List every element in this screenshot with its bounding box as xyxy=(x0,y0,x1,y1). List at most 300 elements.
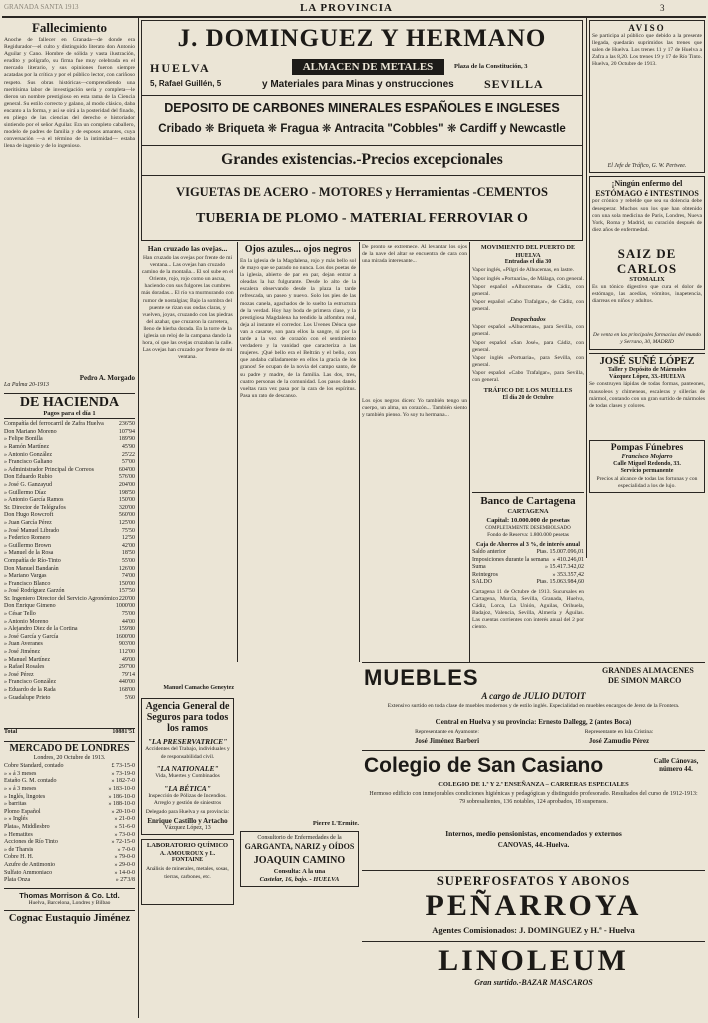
column-6 xyxy=(589,20,705,493)
hacienda-row xyxy=(4,626,135,634)
hacienda-row-label: » Felipe Bonilla xyxy=(4,436,43,443)
hacienda-row-label: Compañía de Río-Tinto xyxy=(4,557,61,564)
entrada-item: Vapor español «Cabo Trafalgar», de Cádiz, con general. xyxy=(472,298,584,312)
londres-row-label: » de Tharsis xyxy=(4,846,34,853)
balance-row-label: Suma xyxy=(472,564,486,571)
colegio-text: Hermoso edificio con inmejorables condiciones higiénicas y pedagógicas y distinguido profesorado. Resultados del curso de 1912-1913: 79 sobresalientes, 136 notables, 124 aprobados, 18 suspensos. xyxy=(369,791,698,805)
city-huelva: HUELVA xyxy=(150,61,211,75)
despachado-item: Vapor español «San José», para Cádiz, con general. xyxy=(472,339,584,353)
aviso-title: AVISO xyxy=(628,23,666,33)
surtido-line: Gran surtido.-BAZAR MASCAROS xyxy=(474,978,593,987)
jose-sune-ad xyxy=(589,353,705,438)
saiz-subtitle: STOMALIX xyxy=(629,276,665,284)
hacienda-row xyxy=(4,467,135,475)
delegado-label: Delegado para Huelva y su provincia: xyxy=(145,809,230,816)
poem-signature: Manuel Camacho Geneytez xyxy=(163,685,234,691)
aviso-box xyxy=(589,20,705,173)
londres-row xyxy=(4,771,135,779)
puerto-subtitle: Entradas el dia 30 xyxy=(504,259,552,265)
dominguez-ad xyxy=(141,20,583,241)
balance-row-value: Ptas. 15.063.984,60 xyxy=(536,579,584,586)
hacienda-row-label: Sr. Director de Telégrafos xyxy=(4,504,66,511)
hacienda-row-value: 55'00 xyxy=(121,557,135,564)
pompas-name: Francisco Mojarro xyxy=(621,453,673,461)
hacienda-row-label: » Mariano Vargas xyxy=(4,573,47,580)
balance-row-label: SALDO xyxy=(472,579,493,586)
hacienda-row-label: » Federico Romero xyxy=(4,535,51,542)
hacienda-row xyxy=(4,566,135,574)
balance-row-label: Reintegros xyxy=(472,571,498,578)
entrada-item: Vapor inglés, «Pilgri de Alhucemas, en lastre. xyxy=(472,267,575,274)
hacienda-row-value: 126'00 xyxy=(118,565,135,572)
hacienda-row-label: » Manuel Martínez xyxy=(4,656,50,663)
londres-row xyxy=(4,870,135,878)
hacienda-row-value: 112'00 xyxy=(119,649,135,656)
estomago-title: ¡Ningún enfermo del ESTÓMAGO é INTESTINOS xyxy=(595,179,699,198)
bottom-ads xyxy=(362,870,705,1021)
column-divider xyxy=(138,18,139,1018)
hacienda-row-value: 576'00 xyxy=(118,474,135,481)
hacienda-row xyxy=(4,603,135,611)
hacienda-row-label: » Guadalupe Prieto xyxy=(4,694,51,701)
balance-row xyxy=(472,564,584,572)
jose-address: Vázquez López, 33.-HUELVA xyxy=(608,374,685,381)
hacienda-row-label: » Juan García Pérez xyxy=(4,519,52,526)
lab-text: Análisis de minerales, metales, sosas, tierras, carbones, etc. xyxy=(146,866,229,880)
hacienda-row xyxy=(4,649,135,657)
londres-row-label: Plomo Español xyxy=(4,808,41,815)
agencia-ad xyxy=(141,698,234,835)
hacienda-row-value: 903'00 xyxy=(118,641,135,648)
hacienda-total xyxy=(4,728,135,737)
linoleum: LINOLEUM xyxy=(438,944,629,977)
fallecimiento-date: La Palma 20-1913 xyxy=(4,382,49,389)
hacienda-row-value: 159'80 xyxy=(118,626,135,633)
londres-row-label: Sulfato Ammoniaco xyxy=(4,869,53,876)
banco-capital-sub: COMPLETAMENTE DESEMBOLSADO xyxy=(485,525,571,531)
column-divider xyxy=(237,242,238,662)
londres-row-value: £ 73-15-0 xyxy=(111,763,135,770)
hacienda-list xyxy=(4,421,135,727)
morrison-cities: Huelva, Barcelona, Londres y Bilbao xyxy=(28,899,111,906)
hacienda-row-label: » Administrador Principal de Correos xyxy=(4,466,94,473)
hacienda-row-value: 74'00 xyxy=(121,573,135,580)
column-divider xyxy=(586,18,587,558)
jose-title: JOSÉ SUÑÉ LÓPEZ xyxy=(599,355,695,367)
rep-left-label: Representante en Ayamonte: xyxy=(415,729,479,735)
hacienda-row-value: 189'90 xyxy=(118,436,135,443)
hacienda-row xyxy=(4,558,135,566)
hacienda-row xyxy=(4,596,135,604)
header-stamp: GRANADA SANTA 1913 xyxy=(4,3,79,11)
pompas-address: Calle Miguel Redondo, 33. xyxy=(613,460,681,467)
morrison-name: Thomas Morrison & Co. Ltd. xyxy=(19,890,120,900)
hacienda-row xyxy=(4,695,135,703)
agente-address: Vázquez López, 13 xyxy=(164,824,211,831)
muebles-cargo: A cargo de JULIO DUTOIT xyxy=(481,691,586,701)
muebles-grandes: GRANDES ALMACENES xyxy=(602,666,694,675)
hacienda-row xyxy=(4,543,135,551)
hacienda-row-value: 107'94 xyxy=(118,428,135,435)
londres-row-value: » 182-7-0 xyxy=(111,778,135,785)
hacienda-row xyxy=(4,497,135,505)
hacienda-row-label: » José G. Ganzayud xyxy=(4,481,52,488)
column-divider xyxy=(359,242,360,662)
penarroya: PEÑARROYA xyxy=(425,889,642,922)
londres-row-value: » 72-15-0 xyxy=(111,839,135,846)
tuberia-line: TUBERIA DE PLOMO - MATERIAL FERROVIAR O xyxy=(196,211,528,226)
muebles-simon: DE SIMON MARCO xyxy=(608,676,682,685)
agentes-line: Agentes Comisionados: J. DOMINGUEZ y H.ª - Huelva xyxy=(432,925,635,935)
londres-row-value: » 73-0-0 xyxy=(114,831,135,838)
hacienda-row-value: 12'50 xyxy=(121,535,135,542)
column-4 xyxy=(362,244,467,648)
londres-row xyxy=(4,809,135,817)
pierre-signature: Pierre L'Ermite. xyxy=(312,820,359,827)
londres-row-value: » 79-0-0 xyxy=(114,854,135,861)
consultorio-main: GARGANTA, NARIZ y OÍDOS xyxy=(244,842,355,852)
nationale-name: "LA NATIONALE" xyxy=(156,764,219,774)
colegio-ad xyxy=(362,750,705,869)
morrison-ad xyxy=(4,888,135,907)
almacen-banner: ALMACEN DE METALES xyxy=(292,59,444,75)
existencias-line: Grandes existencias.-Precios excepcionales xyxy=(221,151,503,168)
poem-title: Han cruzado las ovejas... xyxy=(147,244,228,253)
hacienda-row xyxy=(4,672,135,680)
londres-row xyxy=(4,801,135,809)
consultorio-title: Consultorio de Enfermedades de la xyxy=(257,835,342,841)
pompas-title: Pompas Fúnebres xyxy=(610,443,684,454)
consulta-hours: Consulta: A la una xyxy=(273,868,326,876)
lab-title: LABORATORIO QUÍMICO xyxy=(146,842,229,850)
londres-row-label: Plata», Middlesbro xyxy=(4,823,50,830)
hacienda-row-value: 150'00 xyxy=(118,580,135,587)
trafico-title: TRÁFICO DE LOS MUELLES xyxy=(483,387,573,395)
hacienda-row-value: 57'00 xyxy=(121,459,135,466)
agente-name: Enrique Castillo y Artacho xyxy=(147,816,228,825)
hacienda-row-value: 44'00 xyxy=(121,618,135,625)
hacienda-row xyxy=(4,588,135,596)
hacienda-row xyxy=(4,459,135,467)
londres-row-value: » 20-10-0 xyxy=(111,808,135,815)
jose-subtitle: Taller y Depósito de Mármoles xyxy=(607,366,687,373)
preservatrice-name: "LA PRESERVATRICE" xyxy=(147,737,228,747)
hacienda-row-value: 236'50 xyxy=(118,421,135,428)
hacienda-row-value: 198'50 xyxy=(118,489,135,496)
despachado-item: Vapor español «Cabo Trafalgar», para Sevilla, con general. xyxy=(472,369,584,384)
hacienda-row-label: » Ramón Martínez xyxy=(4,444,49,450)
banco-fondo: Fondo de Reserva: 1.800.000 pesetas xyxy=(487,532,569,539)
hacienda-row xyxy=(4,573,135,581)
saiz-title: SAIZ DE CARLOS xyxy=(616,246,678,277)
banco-title: Banco de Cartagena xyxy=(480,494,576,507)
rafael-address: 5, Rafael Guillén, 5 xyxy=(150,79,222,88)
agencia-title: Agencia General de Seguros para todos los ramos xyxy=(145,701,230,735)
ad-rule xyxy=(142,175,582,176)
colegio-subtitle: COLEGIO DE 1.ª Y 2.ª ENSEÑANZA – CARRERAS ESPECIALES xyxy=(438,781,629,788)
column-divider xyxy=(469,242,470,662)
pompas-servicio: Servicio permanente xyxy=(620,468,674,475)
londres-row-label: Acciones de Río Tinto xyxy=(4,839,58,846)
londres-row xyxy=(4,778,135,786)
hacienda-row-label: » José Jiménez xyxy=(4,649,40,656)
balance-row-value: » 410.246,01 xyxy=(552,556,584,563)
deposito-line: DEPOSITO DE CARBONES MINERALES ESPAÑOLES E INGLESES xyxy=(164,101,560,115)
column-2 xyxy=(141,244,234,905)
londres-row xyxy=(4,862,135,870)
column-5 xyxy=(472,244,584,639)
hacienda-row xyxy=(4,520,135,528)
hacienda-row xyxy=(4,444,135,452)
hacienda-row-value: 1000'00 xyxy=(115,603,135,610)
muebles-title: MUEBLES xyxy=(364,665,479,690)
hacienda-row xyxy=(4,611,135,619)
hacienda-row-label: » José Rodríguez Garzón xyxy=(4,588,65,595)
ojos-title: Ojos azules... ojos negros xyxy=(244,244,352,255)
londres-row-label: » barritas xyxy=(4,801,27,808)
ad-rule xyxy=(142,145,582,146)
colegio-title: Colegio de San Casiano xyxy=(364,754,604,777)
muebles-text: Extensivo surtido en toda clase de muebles modernos y de estilo inglés. Especialidad en muebles encargos de Jerez de la Frontera. xyxy=(387,703,680,709)
londres-section xyxy=(4,741,135,885)
hacienda-row xyxy=(4,641,135,649)
hacienda-row-label: » José Pérez xyxy=(4,671,34,678)
pompas-ad xyxy=(589,440,705,492)
cognac-ad: Cognac Eustaquio Jiménez xyxy=(4,910,135,924)
hacienda-row-label: » José Manuel Librado xyxy=(4,527,60,534)
despachado-item: Vapor inglés «Portuaria», para Sevilla, con general. xyxy=(472,354,584,368)
hacienda-row-value: 1600'00 xyxy=(115,633,135,640)
hacienda-row xyxy=(4,687,135,695)
page-header xyxy=(0,2,708,16)
hacienda-row-value: 157'50 xyxy=(118,588,135,595)
ojos-continued-2: Los ojos negros dicen: Yo también tengo un cuerpo, un alma, un corazón... También siento y también pienso. Yo soy tu hermana... xyxy=(362,398,467,419)
hacienda-row-label: » Francisco Galiano xyxy=(4,459,53,466)
hacienda-subtitle: Pagos para el día 1 xyxy=(43,409,96,417)
jose-text: Se construyen lápidas de todas formas, panteones, mausoleos y chimeneas, escaleras y sillerías de mármol, contando con un gran surtido de mármoles de todas clases y colores. xyxy=(589,381,705,409)
balance-row xyxy=(472,557,584,565)
balance-row-value: » 353.357,42 xyxy=(552,571,584,578)
banco-footer: Cartagena 11 de Octubre de 1913. Sucursales en Cartagena, Murcia, Sevilla, Granada, Huelva, Cádiz, Lorca, La Unión, Aguilas, Orihuela, Badajoz, Valencia, Sevilla, Almería y Águilas. Las cuentas corrientes con interés anual del 2 por ciento. xyxy=(472,588,584,631)
londres-row-value: » 73-19-0 xyxy=(111,770,135,777)
hacienda-row-label: » Francisco Blanco xyxy=(4,580,51,587)
consultorio-ad xyxy=(240,831,359,887)
hacienda-row-label: Don Mariano Moreno xyxy=(4,428,57,435)
hacienda-row-value: 297'00 xyxy=(118,664,135,671)
londres-row-value: » 14-0-0 xyxy=(114,869,135,876)
hacienda-row-label: » Antonio Moreno xyxy=(4,618,49,625)
city-sevilla: SEVILLA xyxy=(484,77,544,91)
hacienda-row-label: Compañía del ferrocarril de Zafra Huelva xyxy=(4,421,104,428)
londres-row-label: Estaño G. M. contado xyxy=(4,778,57,785)
hacienda-row-label: Sr. Ingeniero Director del Servicio Agronómico xyxy=(4,595,119,602)
hacienda-title: DE HACIENDA xyxy=(19,394,120,410)
londres-row-value: » 186-10-0 xyxy=(108,793,135,800)
hacienda-row-value: 440'00 xyxy=(118,679,135,686)
hacienda-row-label: » Francisco González xyxy=(4,679,56,686)
londres-row xyxy=(4,832,135,840)
hacienda-row xyxy=(4,429,135,437)
preservatrice-text: Accidentes del Trabajo, individuales y de responsabilidad civil. xyxy=(145,746,230,760)
hacienda-row-label: » Eduardo de la Rada xyxy=(4,687,56,693)
hacienda-row xyxy=(4,679,135,687)
betica-text: Inspección de Pólizas de Incendios. Arreglo y gestión de siniestros xyxy=(148,792,227,807)
hacienda-row-label: » Juan Averanes xyxy=(4,641,43,648)
lab-names: A. AMOUROUX y L. FONTAINE xyxy=(159,851,216,864)
hacienda-row xyxy=(4,619,135,627)
hacienda-row-value: 45'90 xyxy=(121,444,135,450)
page-number: 3 xyxy=(660,3,665,13)
londres-list xyxy=(4,763,135,885)
londres-row-value: » 183-10-0 xyxy=(108,786,135,792)
hacienda-row-value: 25'22 xyxy=(121,451,135,458)
hacienda-row-label: Don Hugo Rowcroft xyxy=(4,512,54,519)
londres-row xyxy=(4,847,135,855)
hacienda-row xyxy=(4,512,135,520)
header-rule xyxy=(2,16,706,18)
londres-row-label: » » á 3 meses xyxy=(4,786,37,792)
banco-ad xyxy=(472,492,584,639)
hacienda-row-value: 49'00 xyxy=(121,656,135,663)
puerto-title: MOVIMIENTO DEL PUERTO DE HUELVA xyxy=(480,244,576,259)
entradas-list xyxy=(472,267,584,313)
ad-rule xyxy=(142,95,582,96)
londres-row-value: » 51-6-0 xyxy=(114,823,135,830)
hacienda-row-value: 604'00 xyxy=(118,466,135,473)
estomago-text: por crónico y rebelde que sea su dolencia debe desesperar. Muchos son los que han obtenido con una sola medicina de Paris, Londres, Nueva York, Roma y Madrid, su curación después de diez años de enfermedad. xyxy=(592,198,702,233)
londres-row xyxy=(4,854,135,862)
betica-name: "LA BÉTICA" xyxy=(164,783,211,793)
hacienda-row xyxy=(4,528,135,536)
trafico-spacer xyxy=(472,402,584,492)
pompas-text: Precios al alcance de todas las fortunas y con especialidad a los de lujo. xyxy=(596,475,698,489)
londres-row-value: » 188-10-0 xyxy=(108,801,135,808)
londres-row-value: » 7-0-0 xyxy=(117,846,135,853)
londres-row xyxy=(4,786,135,794)
balance-row-label: Imposiciones durante la semana xyxy=(472,556,549,563)
hacienda-header xyxy=(4,393,135,419)
hacienda-row-value: 125'00 xyxy=(118,519,135,526)
hacienda-row xyxy=(4,581,135,589)
londres-title: MERCADO DE LONDRES xyxy=(9,742,130,754)
muebles-central: Central en Huelva y su provincia: Ernesto Dallegg, 2 (antes Boca) xyxy=(435,718,632,726)
balance-row-value: » 15.417.342,02 xyxy=(545,564,584,571)
doctor-name: JOAQUIN CAMINO xyxy=(253,855,346,867)
londres-row xyxy=(4,763,135,771)
londres-row xyxy=(4,839,135,847)
londres-row-value: » 29-0-0 xyxy=(114,861,135,868)
hacienda-row-value: 79'14 xyxy=(121,671,135,678)
saiz-text: Es un tónico digestivo que cura el dolor de estómago, las acedías, vómitos, inapetencia, diarreas en niños y adultos. xyxy=(592,283,702,304)
total-label: Total xyxy=(4,729,18,736)
londres-row-value: » 27'3/8 xyxy=(115,877,135,884)
hacienda-row xyxy=(4,452,135,460)
balance-list xyxy=(472,549,584,587)
hacienda-row xyxy=(4,421,135,429)
plaza-address: Plaza de la Constitución, 3 xyxy=(454,63,528,70)
balance-row-value: Ptas. 15.007.096,01 xyxy=(536,548,584,555)
hacienda-row-label: » José García y García xyxy=(4,633,59,640)
estomago-ad xyxy=(589,176,705,349)
hacienda-row xyxy=(4,482,135,490)
londres-row xyxy=(4,816,135,824)
hacienda-row xyxy=(4,436,135,444)
fallecimiento-title: Fallecimiento xyxy=(31,20,108,35)
hacienda-row-label: » Antonio González xyxy=(4,451,52,458)
hacienda-row-value: 320'00 xyxy=(118,504,135,511)
trafico-subtitle: El día 20 de Octubre xyxy=(502,394,554,401)
aviso-text: Se participa al público que debido a la presente llegada, quedarán suprimidos las trenes que salen de Huelva. Los trenes 11 y 17 de Huelva a Zafra a las 8,20. Los trenes 19 y 17 de Río Tinto. Huelva, 20 Octubre de 1913. xyxy=(592,33,702,68)
hacienda-row-value: 75'50 xyxy=(121,527,135,534)
londres-row-label: » Hematites xyxy=(4,831,33,838)
rep-left-name: José Jiménez Barberi xyxy=(414,737,480,745)
londres-row xyxy=(4,824,135,832)
hacienda-row-value: 204'00 xyxy=(118,481,135,488)
column-3 xyxy=(240,244,356,658)
londres-date: Londres, 20 Octubre de 1913. xyxy=(33,754,106,761)
hacienda-row-label: » Guillermo Brown xyxy=(4,542,51,549)
hacienda-row-value: 18'50 xyxy=(121,550,135,557)
balance-row xyxy=(472,572,584,580)
hacienda-row-label: » Antonio García Ramos xyxy=(4,497,64,504)
entrada-item: Vapor inglés «Portuaria», de Málaga, con general. xyxy=(472,275,584,282)
balance-row xyxy=(472,549,584,557)
londres-row-label: » » á 3 meses xyxy=(4,770,37,777)
hacienda-row-value: 75'00 xyxy=(121,611,135,618)
londres-row-label: Azufre de Antimonio xyxy=(4,861,55,868)
colegio-footer: Internos, medio pensionistas, encomendados y externos xyxy=(445,829,622,838)
hacienda-row-value: 150'00 xyxy=(118,497,135,504)
banco-city: CARTAGENA xyxy=(507,507,549,515)
hacienda-row-label: » Guillermo Díaz xyxy=(4,489,46,496)
hacienda-row-label: » Rafael Rosales xyxy=(4,664,45,671)
hacienda-row xyxy=(4,634,135,642)
hacienda-row-value: 168'00 xyxy=(118,687,135,693)
hacienda-row-value: 560'00 xyxy=(118,512,135,519)
carbones-line: Cribado ❋ Briqueta ❋ Fragua ❋ Antracita "Cobbles" ❋ Cardiff y Newcastle xyxy=(158,123,566,135)
laboratorio-ad xyxy=(141,839,234,905)
hacienda-row-label: Don Manuel Bandarán xyxy=(4,565,59,572)
hacienda-row-label: Don Enrique Gimeno xyxy=(4,603,56,610)
londres-row xyxy=(4,794,135,802)
balance-row xyxy=(472,579,584,587)
hacienda-row-label: » Alejandro Diez de la Cortina xyxy=(4,626,78,633)
hacienda-row xyxy=(4,490,135,498)
londres-row-label: Cobre H. H. xyxy=(4,854,34,861)
consulta-address: Castelar, 16, bajo. - HUELVA xyxy=(259,875,340,883)
londres-row-label: Plata Onza xyxy=(4,877,31,884)
divider xyxy=(362,941,705,942)
hacienda-row xyxy=(4,664,135,672)
colegio-address: CANOVAS, 44.-Huelva. xyxy=(497,841,570,849)
superfosfatos: SUPERFOSFATOS Y ABONOS xyxy=(436,874,631,888)
banco-caja: Caja de Ahorros al 3 %, de interés anual xyxy=(475,541,581,548)
nationale-text: Vida, Muertes y Combinados xyxy=(155,773,220,780)
despachado-item: Vapor español «Alhucemas», para Sevilla, con general. xyxy=(472,324,584,338)
muebles-ad xyxy=(362,662,705,749)
hacienda-row xyxy=(4,474,135,482)
hacienda-row-label: » César Tello xyxy=(4,611,36,618)
fallecimiento-text: Anoche de fallecer en Granada—de donde era Regidurador—el culto y distinguido literato don Antonio Aguilar y Cano. Hombre de sólida y vasta ilustración, erudito y polígrafo, su firma fue muy celebrada en el mercado literario, y sus opiniones fueron siempre acatadas por la crítica y por el público lector, con cariñoso respeto. Sus obras históricas—comprendiendo una meritísima labor de investigación seria y completa—le dieron un nombre prestigioso en esta rama de la Ciencia general. Su estilo correcto y galano, al modo clásico, daba encanto a la forma, y así se oirá a la posteridad del finado, en pliego de las ciencias del derecho e historiador sintiendo por el señor Aguilar. Era un completo caballero, modelo de padres de familia y de esposos amantes, cuya conversación —a el término de la intimidad— estaba llena de ingenio y de lo ingenioso. xyxy=(4,37,135,150)
rep-right-name: José Zamudio Pérez xyxy=(588,737,650,745)
viguetas-line: VIGUETAS DE ACERO - MOTORES y Herramientas -CEMENTOS xyxy=(176,185,548,199)
hacienda-row-label: » Manuel de la Rosa xyxy=(4,550,54,557)
fallecimiento-signature: Pedro A. Morgado xyxy=(79,374,135,382)
materiales-line: y Materiales para Minas y onstrucciones xyxy=(262,79,454,90)
londres-row xyxy=(4,877,135,885)
total-value: 10881'51 xyxy=(112,729,135,736)
saiz-venta: De venta en las principales farmacias del mundo y Serrano, 30, MADRID xyxy=(593,331,701,346)
